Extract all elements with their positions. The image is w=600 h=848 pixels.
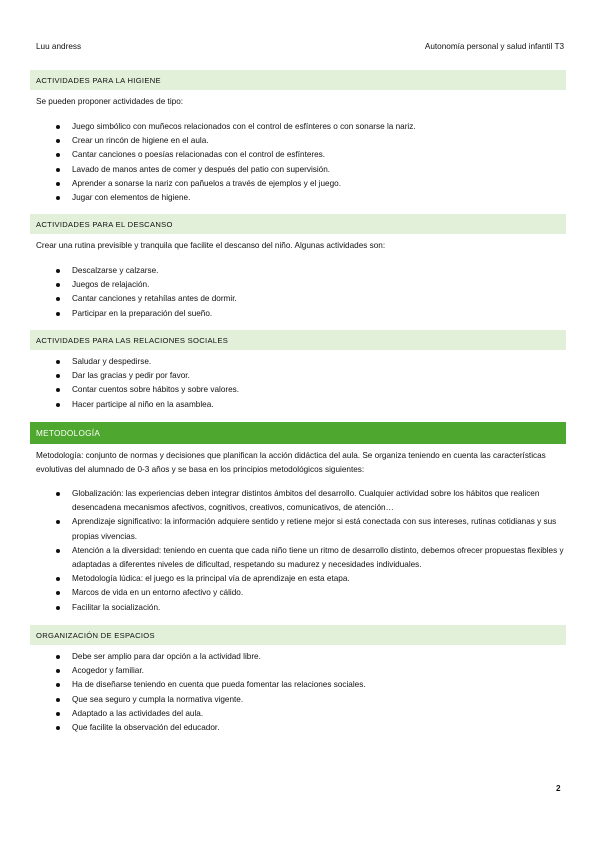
list-item: Lavado de manos antes de comer y después del patio con supervisión.	[0, 163, 566, 177]
metodologia-list	[0, 487, 566, 615]
list-item: Crear un rincón de higiene en el aula.	[0, 134, 566, 148]
list-item: Acogedor y familiar.	[0, 664, 566, 678]
list-item: Dar las gracias y pedir por favor.	[0, 369, 566, 383]
section-heading-higiene: ACTIVIDADES PARA LA HIGIENE	[30, 70, 566, 90]
section-heading-metodologia: METODOLOGÍA	[30, 422, 566, 444]
section-heading-relaciones-sociales: ACTIVIDADES PARA LAS RELACIONES SOCIALES	[30, 330, 566, 350]
list-item: Globalización: las experiencias deben integrar distintos ámbitos del desarrollo. Cualquier actividad sobre los hábitos que realicen desencadena mecanismos afectivos, cognitivos, creativos, comunicativos, de atención…	[0, 487, 566, 515]
descanso-intro: Crear una rutina previsible y tranquila que facilite el descanso del niño. Algunas actividades son:	[36, 241, 386, 250]
list-item: Que sea seguro y cumpla la normativa vigente.	[0, 693, 566, 707]
list-item: Saludar y despedirse.	[0, 355, 566, 369]
header-course-title: Autonomía personal y salud infantil T3	[424, 42, 564, 51]
higiene-list	[0, 120, 566, 205]
list-item: Facilitar la socialización.	[0, 601, 566, 615]
list-item: Debe ser amplio para dar opción a la actividad libre.	[0, 650, 566, 664]
section-heading-descanso: ACTIVIDADES PARA EL DESCANSO	[30, 214, 566, 234]
higiene-intro: Se pueden proponer actividades de tipo:	[36, 97, 184, 106]
list-item: Que facilite la observación del educador.	[0, 721, 566, 735]
list-item: Metodología lúdica: el juego es la principal vía de aprendizaje en esta etapa.	[0, 572, 566, 586]
list-item: Marcos de vida en un entorno afectivo y cálido.	[0, 586, 566, 600]
list-item: Descalzarse y calzarse.	[0, 264, 566, 278]
list-item: Aprendizaje significativo: la información adquiere sentido y retiene mejor si está conectada con sus intereses, rutinas cotidianas y sus propias vivencias.	[0, 515, 566, 543]
descanso-list	[0, 264, 566, 321]
section-heading-espacios: ORGANIZACIÓN DE ESPACIOS	[30, 625, 566, 645]
list-item: Aprender a sonarse la nariz con pañuelos a través de ejemplos y el juego.	[0, 177, 566, 191]
list-item: Jugar con elementos de higiene.	[0, 191, 566, 205]
list-item: Juego simbólico con muñecos relacionados con el control de esfínteres o con sonarse la nariz.	[0, 120, 566, 134]
page-number: 2	[556, 784, 561, 793]
list-item: Cantar canciones y retahílas antes de dormir.	[0, 292, 566, 306]
list-item: Juegos de relajación.	[0, 278, 566, 292]
list-item: Participar en la preparación del sueño.	[0, 307, 566, 321]
header-author: Luu andress	[36, 42, 82, 51]
metodologia-intro: Metodología: conjunto de normas y decisiones que planifican la acción didáctica del aula. Se organiza teniendo en cuenta las características evolutivas del alumnado de 0-3 años y se basa en los principios metodológicos siguientes:	[36, 451, 546, 474]
list-item: Atención a la diversidad: teniendo en cuenta que cada niño tiene un ritmo de desarrollo distinto, debemos ofrecer propuestas flexibles y adaptadas a diferentes niveles de dificultad, respetando su madurez y necesidades individuales.	[0, 544, 566, 572]
page-header	[36, 42, 564, 54]
list-item: Cantar canciones o poesías relacionadas con el control de esfínteres.	[0, 148, 566, 162]
relaciones-list	[0, 355, 566, 412]
list-item: Hacer participe al niño en la asamblea.	[0, 398, 566, 412]
list-item: Contar cuentos sobre hábitos y sobre valores.	[0, 383, 566, 397]
espacios-list	[0, 650, 566, 735]
list-item: Ha de diseñarse teniendo en cuenta que pueda fomentar las relaciones sociales.	[0, 678, 566, 692]
list-item: Adaptado a las actividades del aula.	[0, 707, 566, 721]
